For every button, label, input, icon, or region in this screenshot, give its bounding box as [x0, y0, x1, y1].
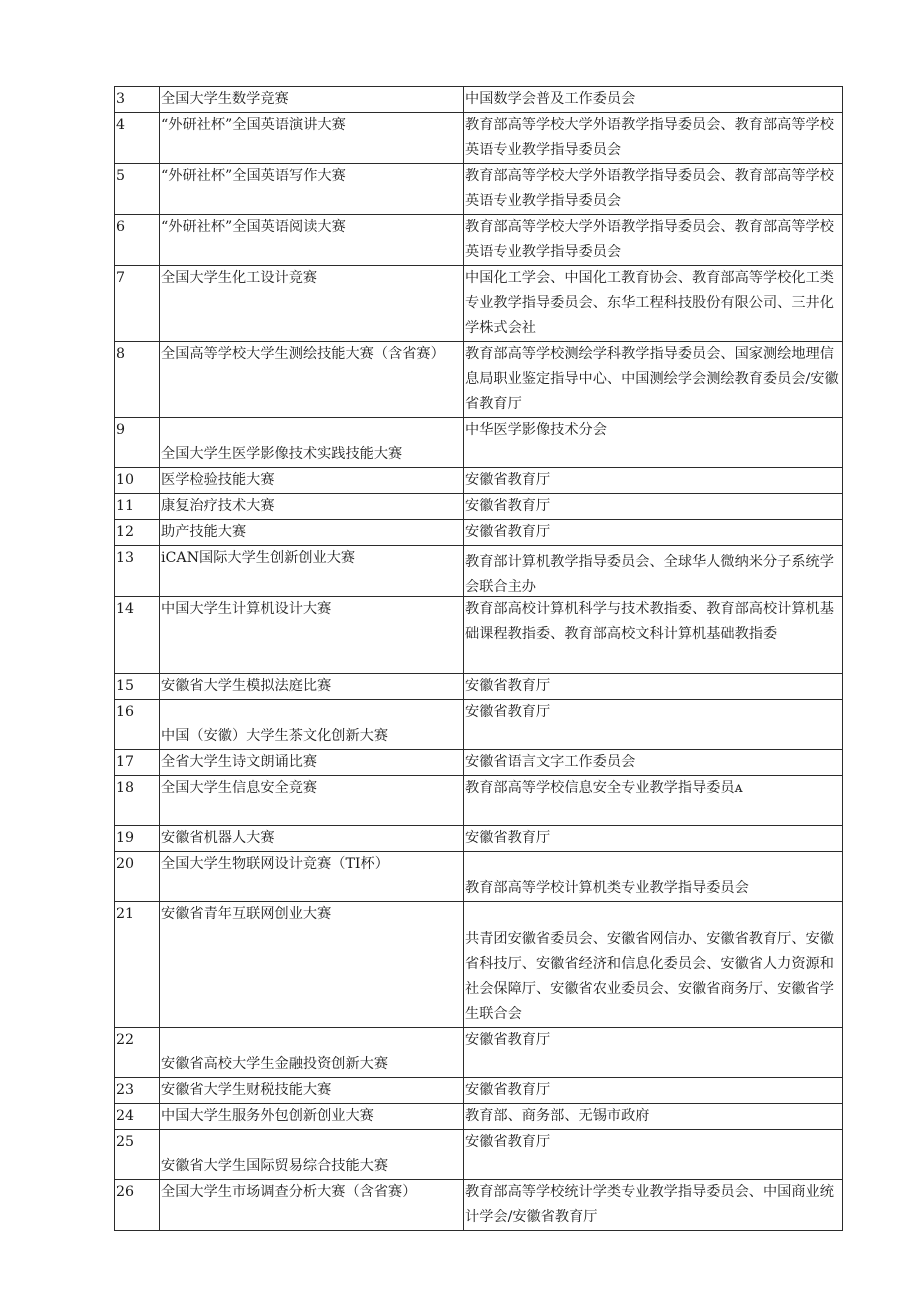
- competition-name: 安徽省大学生模拟法庭比赛: [160, 674, 464, 700]
- table-row: [115, 468, 843, 494]
- row-number: 3: [115, 87, 160, 113]
- competition-table: [114, 86, 843, 1231]
- competition-name: 全国大学生数学竞赛: [160, 87, 464, 113]
- organizer-cell: [464, 546, 843, 597]
- table-row: [115, 700, 843, 750]
- competition-name: “外研社杯”全国英语阅读大赛: [160, 215, 464, 266]
- row-number: 17: [115, 750, 160, 776]
- organizer-cell: [464, 902, 843, 1028]
- table-row: [115, 902, 843, 1028]
- competition-name: 康复治疗技术大赛: [160, 494, 464, 520]
- organizer: 教育部、商务部、无锡市政府: [464, 1104, 843, 1130]
- competition-name: 中国大学生计算机设计大赛: [160, 597, 464, 674]
- row-number: 7: [115, 266, 160, 342]
- table-row: [115, 546, 843, 597]
- competition-name: 安徽省大学生国际贸易综合技能大赛: [161, 1158, 389, 1174]
- organizer: 教育部高等学校计算机类专业教学指导委员会: [465, 880, 749, 896]
- competition-name: “外研社杯”全国英语写作大赛: [160, 164, 464, 215]
- competition-name: 助产技能大赛: [160, 520, 464, 546]
- competition-name: 医学检验技能大赛: [160, 468, 464, 494]
- organizer: 共青团安徽省委员会、安徽省网信办、安徽省教育厅、安徽省科技厅、安徽省经济和信息化委员会、安徽省人力资源和社会保障厅、安徽省农业委员会、安徽省商务厅、安徽省学生联合会: [465, 931, 834, 1022]
- table-row: [115, 826, 843, 852]
- competition-name: 全国大学生医学影像技术实践技能大赛: [161, 446, 403, 462]
- competition-name: 安徽省青年互联网创业大赛: [160, 902, 464, 1028]
- organizer: 教育部高校计算机科学与技术教指委、教育部高校计算机基础课程教指委、教育部高校文科计算机基础教指委: [464, 597, 843, 674]
- row-number: 10: [115, 468, 160, 494]
- organizer: 安徽省教育厅: [464, 826, 843, 852]
- organizer: 安徽省教育厅: [464, 520, 843, 546]
- organizer: 中国化工学会、中国化工教育协会、教育部高等学校化工类专业教学指导委员会、东华工程科技股份有限公司、三井化学株式会社: [464, 266, 843, 342]
- row-number: 22: [115, 1028, 160, 1078]
- row-number: 16: [115, 700, 160, 750]
- table-row: [115, 494, 843, 520]
- organizer: 安徽省教育厅: [464, 468, 843, 494]
- row-number: 19: [115, 826, 160, 852]
- row-number: 13: [115, 546, 160, 597]
- competition-name-cell: [160, 700, 464, 750]
- table-row: [115, 418, 843, 468]
- row-number: 25: [115, 1130, 160, 1180]
- row-number: 9: [115, 418, 160, 468]
- organizer: 安徽省教育厅: [464, 700, 843, 750]
- table-row: [115, 164, 843, 215]
- competition-name: 中国（安徽）大学生茶文化创新大赛: [161, 728, 389, 744]
- organizer: 教育部高等学校大学外语教学指导委员会、教育部高等学校英语专业教学指导委员会: [464, 215, 843, 266]
- row-number: 18: [115, 776, 160, 826]
- row-number: 6: [115, 215, 160, 266]
- organizer: 安徽省教育厅: [464, 674, 843, 700]
- competition-name: 全国大学生物联网设计竞赛（TI杯）: [160, 852, 464, 902]
- competition-name: 安徽省大学生财税技能大赛: [160, 1078, 464, 1104]
- row-number: 20: [115, 852, 160, 902]
- organizer: 安徽省教育厅: [464, 1078, 843, 1104]
- table-row: [115, 520, 843, 546]
- table-row: [115, 852, 843, 902]
- table-row: [115, 674, 843, 700]
- competition-name: iCAN国际大学生创新创业大赛: [160, 546, 464, 597]
- competition-name: 安徽省高校大学生金融投资创新大赛: [161, 1056, 389, 1072]
- row-number: 23: [115, 1078, 160, 1104]
- table-row: [115, 776, 843, 826]
- organizer: 安徽省教育厅: [464, 1130, 843, 1180]
- table-row: [115, 1180, 843, 1231]
- table-row: [115, 1130, 843, 1180]
- competition-name: “外研社杯”全国英语演讲大赛: [160, 113, 464, 164]
- organizer: 教育部高等学校大学外语教学指导委员会、教育部高等学校英语专业教学指导委员会: [464, 164, 843, 215]
- organizer: 教育部高等学校测绘学科教学指导委员会、国家测绘地理信息局职业鉴定指导中心、中国测绘学会测绘教育委员会/安徽省教育厅: [464, 342, 843, 418]
- row-number: 21: [115, 902, 160, 1028]
- row-number: 4: [115, 113, 160, 164]
- competition-name: 全国大学生信息安全竞赛: [160, 776, 464, 826]
- organizer-cell: [464, 852, 843, 902]
- table-row: [115, 1078, 843, 1104]
- competition-name-cell: [160, 1028, 464, 1078]
- organizer: 教育部计算机教学指导委员会、全球华人微纳米分子系统学会联合主办: [465, 554, 834, 595]
- organizer: 教育部高等学校大学外语教学指导委员会、教育部高等学校英语专业教学指导委员会: [464, 113, 843, 164]
- table-row: [115, 750, 843, 776]
- row-number: 26: [115, 1180, 160, 1231]
- competition-name: 中国大学生服务外包创新创业大赛: [160, 1104, 464, 1130]
- table-row: [115, 1104, 843, 1130]
- competition-name: 全国大学生化工设计竞赛: [160, 266, 464, 342]
- table-row: [115, 87, 843, 113]
- competition-name: 安徽省机器人大赛: [160, 826, 464, 852]
- organizer: 安徽省教育厅: [464, 494, 843, 520]
- competition-name: 全国高等学校大学生测绘技能大赛（含省赛）: [160, 342, 464, 418]
- competition-name-cell: [160, 418, 464, 468]
- organizer: 教育部高等学校信息安全专业教学指导委员ᴀ: [464, 776, 843, 826]
- table-row: [115, 113, 843, 164]
- organizer: 中华医学影像技术分会: [464, 418, 843, 468]
- competition-name-cell: [160, 1130, 464, 1180]
- table-row: [115, 1028, 843, 1078]
- row-number: 12: [115, 520, 160, 546]
- row-number: 15: [115, 674, 160, 700]
- table-row: [115, 342, 843, 418]
- organizer: 安徽省教育厅: [464, 1028, 843, 1078]
- table-row: [115, 215, 843, 266]
- row-number: 5: [115, 164, 160, 215]
- organizer: 安徽省语言文字工作委员会: [464, 750, 843, 776]
- table-row: [115, 266, 843, 342]
- table-row: [115, 597, 843, 674]
- row-number: 24: [115, 1104, 160, 1130]
- organizer: 中国数学会普及工作委员会: [464, 87, 843, 113]
- row-number: 11: [115, 494, 160, 520]
- competition-name: 全省大学生诗文朗诵比赛: [160, 750, 464, 776]
- row-number: 14: [115, 597, 160, 674]
- row-number: 8: [115, 342, 160, 418]
- competition-name: 全国大学生市场调查分析大赛（含省赛）: [160, 1180, 464, 1231]
- organizer: 教育部高等学校统计学类专业教学指导委员会、中国商业统计学会/安徽省教育厅: [464, 1180, 843, 1231]
